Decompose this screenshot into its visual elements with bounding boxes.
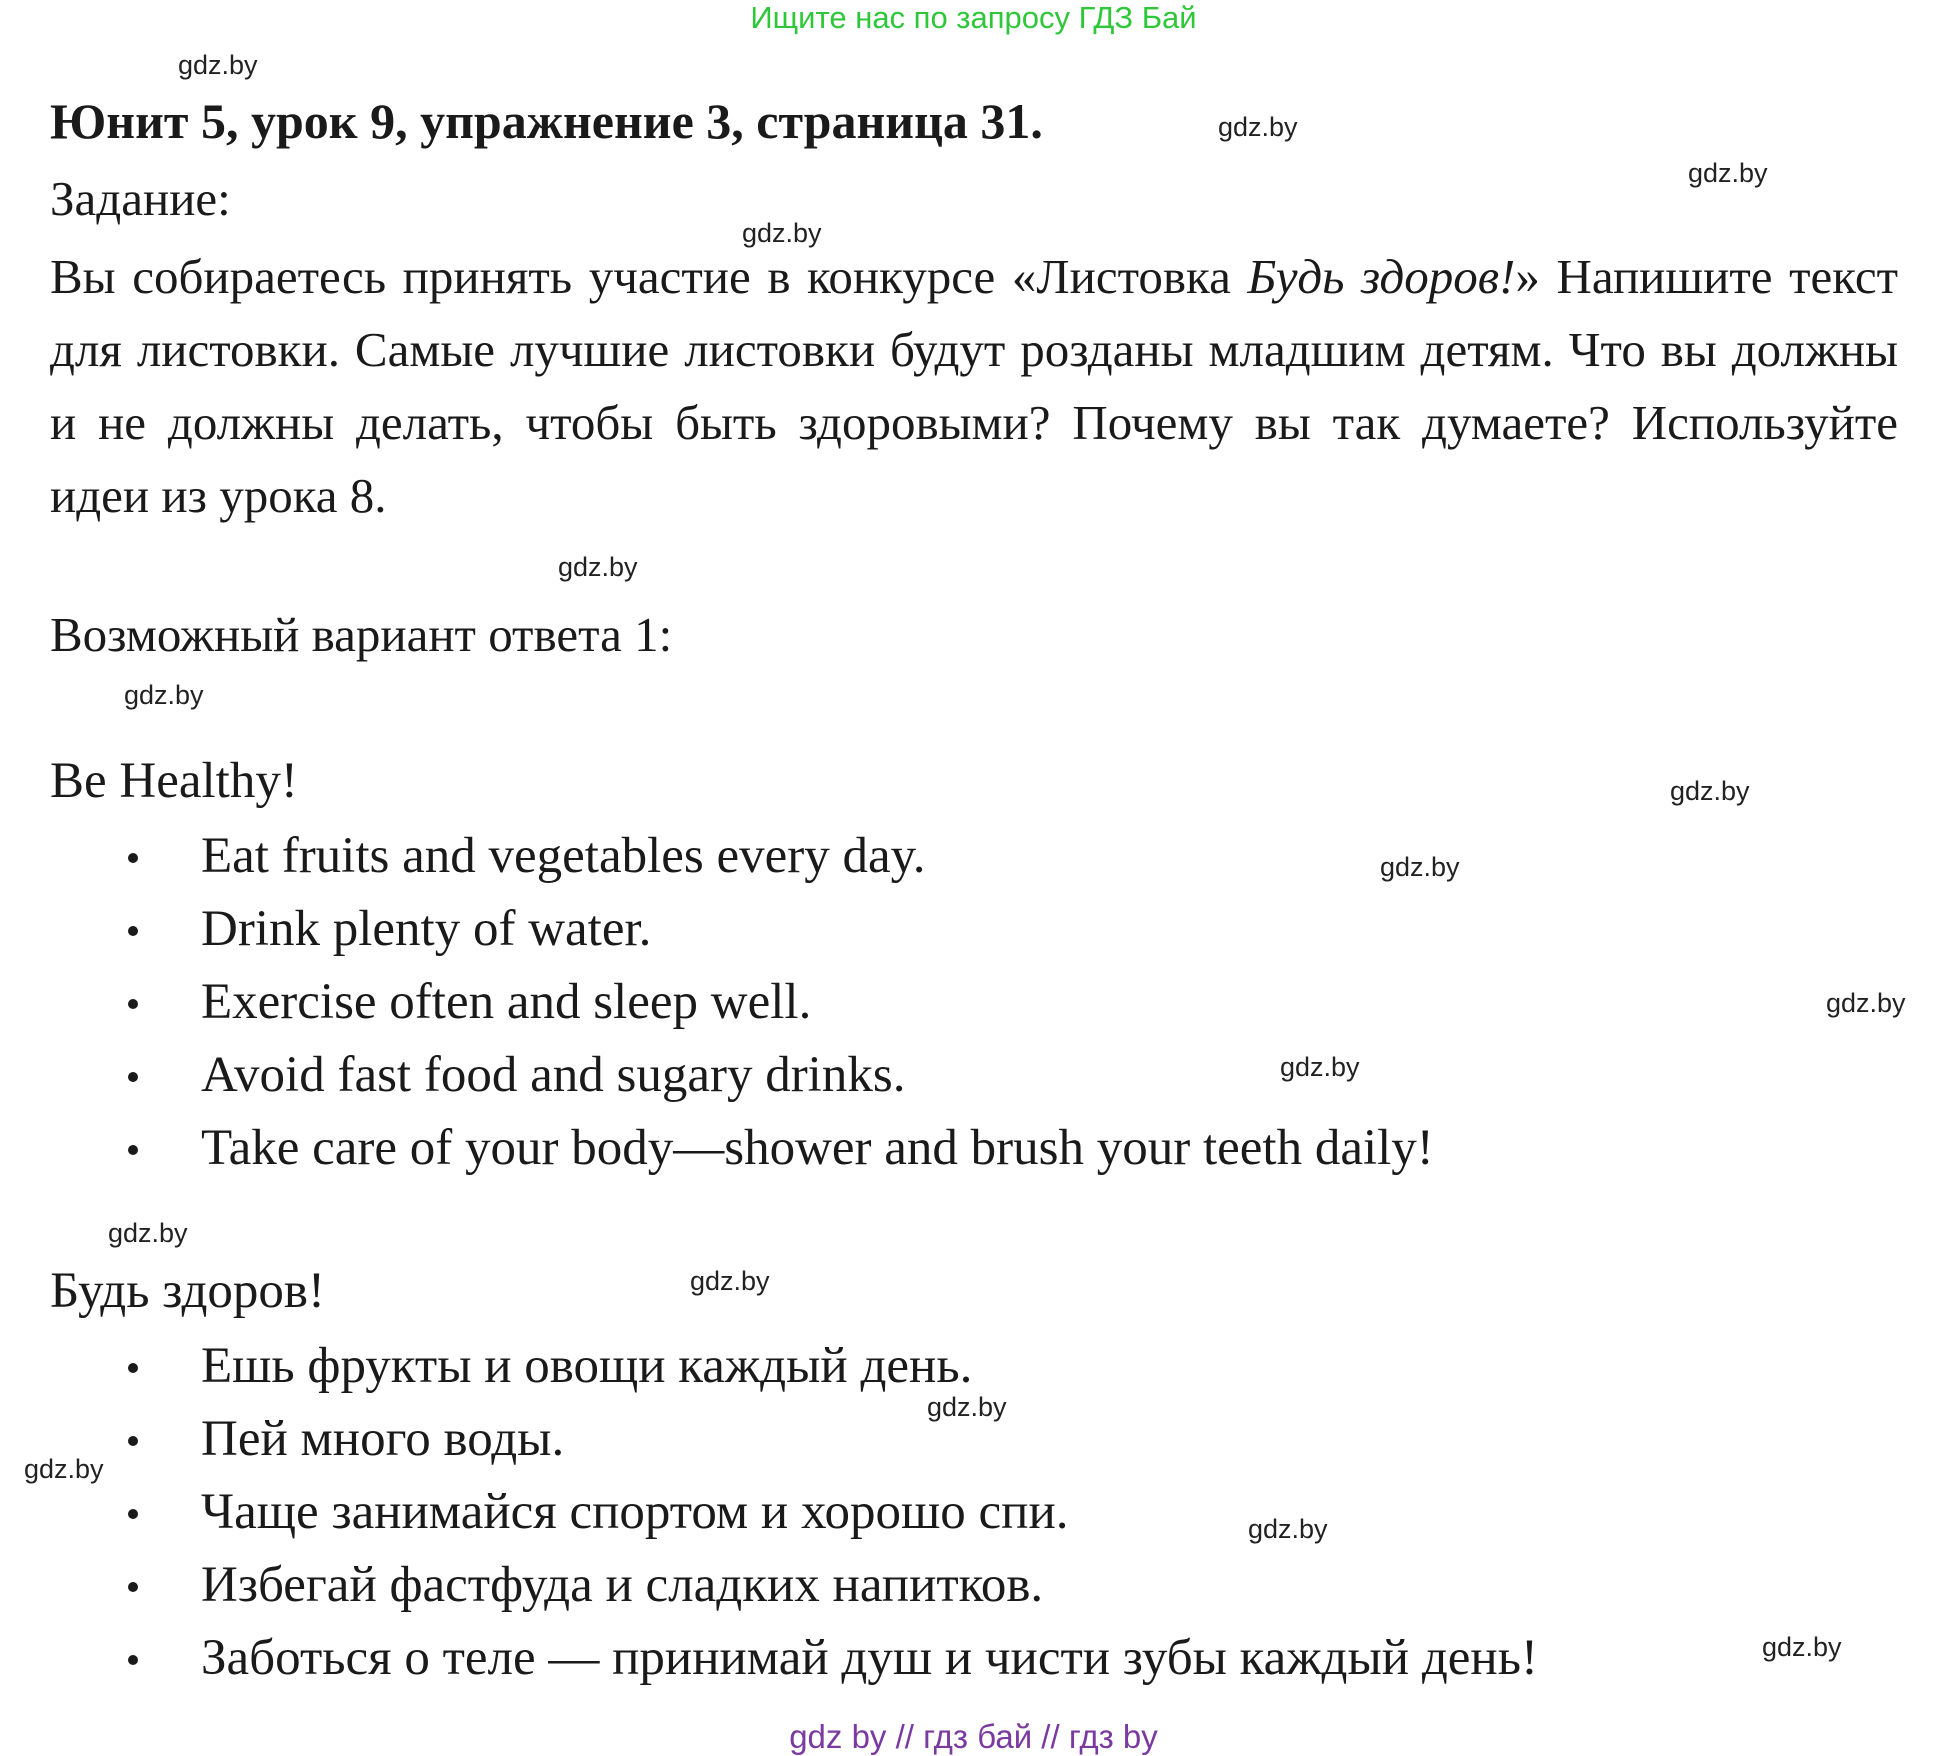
bullet-icon [128,1655,138,1665]
list-item-text: Exercise often and sleep well. [201,974,812,1030]
list-item-text: Заботься о теле — принимай душ и чисти зубы каждый день! [201,1630,1538,1686]
top-banner: Ищите нас по запросу ГДЗ Бай [750,0,1197,35]
list-item-text: Избегай фастфуда и сладких напитков. [201,1557,1044,1613]
task-text-italic: Будь здоров! [1247,249,1516,304]
watermark: gdz.by [108,1218,188,1248]
list-item [0,966,1434,1039]
task-text-part-1: Вы собираетесь принять участие в конкурсе «Листовка [50,249,1248,304]
answer-label: Возможный вариант ответа 1: [50,607,673,662]
list-item-text: Take care of your body—shower and brush your teeth daily! [201,1120,1434,1176]
bullet-icon [128,1145,138,1155]
page-title: Юнит 5, урок 9, упражнение 3, страница 31. [50,93,1043,149]
watermark: gdz.by [690,1266,770,1296]
watermark: gdz.by [1248,1514,1328,1544]
list-item [0,1549,1538,1622]
list-item-text: Eat fruits and vegetables every day. [201,828,926,884]
list-item [0,893,1434,966]
list-item [0,1039,1434,1112]
watermark: gdz.by [558,552,638,582]
bullet-icon [128,1363,138,1373]
watermark: gdz.by [742,218,822,248]
russian-list-title: Будь здоров! [50,1263,325,1319]
bullet-icon [128,1582,138,1592]
watermark: gdz.by [1280,1052,1360,1082]
english-bullet-list [0,820,1434,1185]
watermark: gdz.by [1218,112,1298,142]
watermark: gdz.by [1826,988,1906,1018]
watermark: gdz.by [1380,852,1460,882]
bullet-icon [128,1072,138,1082]
watermark: gdz.by [1762,1632,1842,1662]
list-item [0,820,1434,893]
task-label: Задание: [50,171,231,226]
russian-bullet-list [0,1330,1538,1695]
list-item [0,1330,1538,1403]
footer-watermark: gdz by // гдз бай // гдз by [789,1718,1158,1755]
list-item [0,1622,1538,1695]
watermark: gdz.by [178,50,258,80]
watermark: gdz.by [124,680,204,710]
bullet-icon [128,1436,138,1446]
list-item-text: Ешь фрукты и овощи каждый день. [201,1338,973,1394]
task-text [50,240,1898,532]
bullet-icon [128,1509,138,1519]
list-item [0,1112,1434,1185]
bullet-icon [128,999,138,1009]
list-item-text: Avoid fast food and sugary drinks. [201,1047,906,1103]
watermark: gdz.by [1688,158,1768,188]
task-text-part-2: » Напишите текст для листовки. Самые лучшие листовки будут розданы младшим детям. Что вы должны и не должны делать, чтобы быть здоровыми? Почему вы так думаете? Используйте идеи из урока 8. [50,249,1899,523]
watermark: gdz.by [927,1392,1007,1422]
list-item-text: Drink plenty of water. [201,901,652,957]
list-item-text: Пей много воды. [201,1411,565,1467]
list-item-text: Чаще занимайся спортом и хорошо спи. [201,1484,1069,1540]
english-list-title: Be Healthy! [50,753,298,809]
bullet-icon [128,926,138,936]
watermark: gdz.by [1670,776,1750,806]
list-item [0,1403,1538,1476]
watermark: gdz.by [24,1454,104,1484]
bullet-icon [128,853,138,863]
